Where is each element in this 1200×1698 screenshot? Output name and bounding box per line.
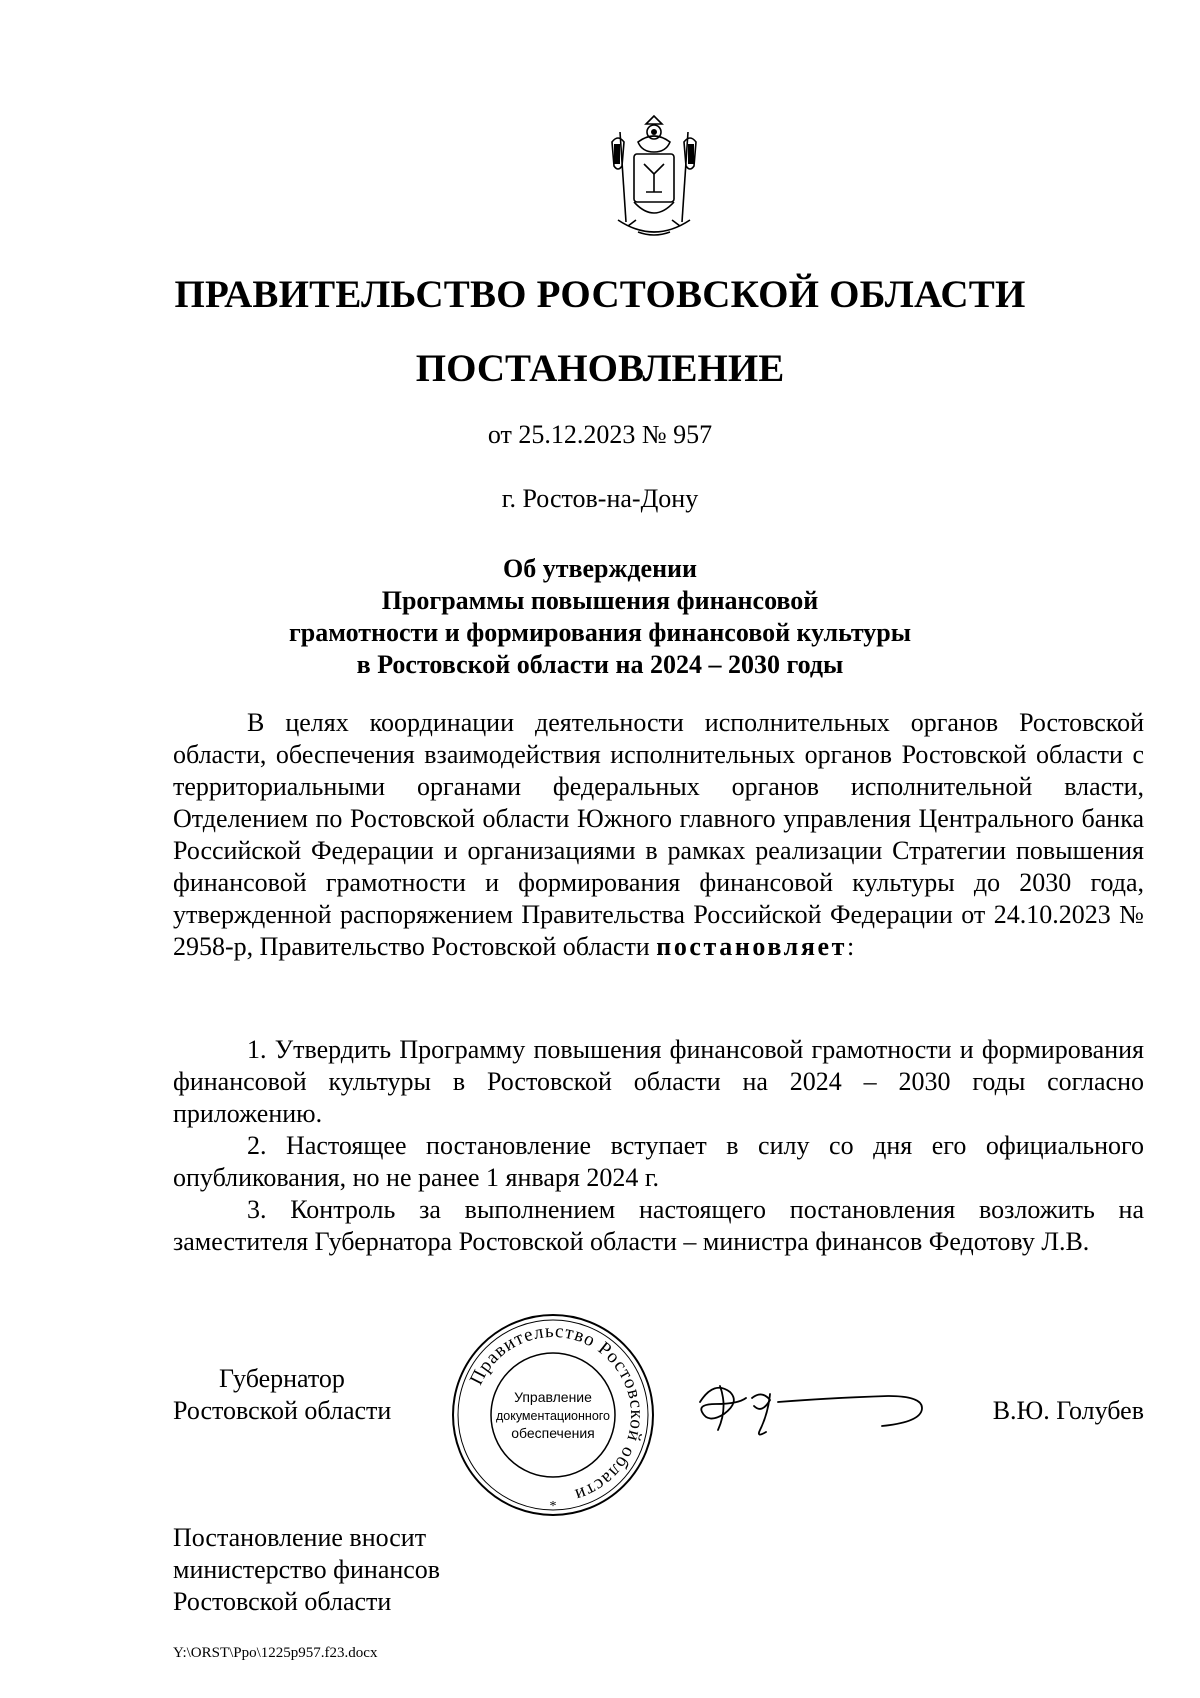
- preamble-end: :: [847, 932, 855, 961]
- signer-position: [173, 1363, 391, 1427]
- document-subject: [0, 553, 1200, 681]
- document-date-number: от 25.12.2023 № 957: [487, 420, 713, 449]
- handwritten-signature: [690, 1372, 930, 1448]
- submitted-by-line: министерство финансов: [173, 1555, 441, 1584]
- decree-word: постановляет: [656, 932, 848, 961]
- subject-line: Об утверждении: [502, 554, 698, 583]
- file-path: Y:\ORST\Ppo\1225p957.f23.docx: [173, 1645, 378, 1661]
- signer-name: В.Ю. Голубев: [992, 1396, 1144, 1425]
- submitted-by-line: Ростовской области: [173, 1587, 392, 1616]
- subject-line: грамотности и формирования финансовой культуры: [288, 618, 912, 647]
- decree-item: 2. Настоящее постановление вступает в силу со дня его официального опубликования, но не ранее 1 января 2024 г.: [173, 1131, 1144, 1192]
- subject-line: в Ростовской области на 2024 – 2030 годы: [356, 650, 844, 679]
- preamble-paragraph: [173, 707, 1144, 963]
- submitted-by-line: Постановление вносит: [173, 1523, 427, 1552]
- submitted-by: [173, 1522, 440, 1618]
- rostov-oblast-coat-of-arms-icon: [598, 112, 710, 240]
- document-city: г. Ростов-на-Дону: [501, 484, 699, 513]
- preamble-text: В целях координации деятельности исполнительных органов Ростовской области, обеспечения взаимодействия исполнительных органов Ростовской области с территориальными органами федеральных органов исполнительной власти, Отделением по Ростовской области Южного главного управления Центрального банка Российской Федерации и организациями в рамках реализации Стратегии повышения финансовой грамотности и формирования финансовой культуры до 2030 года, утвержденной распоряжением Правительства Российской Федерации от 24.10.2023 № 2958-р, Правительство Ростовской области: [173, 708, 1144, 961]
- stamp-inner-line: Управление: [514, 1389, 592, 1405]
- government-title: ПРАВИТЕЛЬСТВО РОСТОВСКОЙ ОБЛАСТИ: [174, 273, 1026, 316]
- decree-items: [173, 1034, 1144, 1258]
- decree-item: 1. Утвердить Программу повышения финансовой грамотности и формирования финансовой культуры в Ростовской области на 2024 – 2030 годы согласно приложению.: [173, 1035, 1144, 1128]
- stamp-ring-text: Правительство Ростовской области: [465, 1320, 648, 1506]
- document-type: ПОСТАНОВЛЕНИЕ: [415, 347, 785, 390]
- svg-text:*: *: [549, 1499, 557, 1514]
- decree-item: 3. Контроль за выполнением настоящего постановления возложить на заместителя Губернатора Ростовской области – министра финансов Федотову Л.В.: [173, 1195, 1144, 1256]
- stamp-inner-line: документационного: [495, 1409, 611, 1423]
- signer-position-line: Ростовской области: [173, 1396, 392, 1425]
- official-stamp: [448, 1310, 658, 1520]
- subject-line: Программы повышения финансовой: [381, 586, 819, 615]
- signer-position-line: Губернатор: [219, 1364, 345, 1393]
- stamp-inner-line: обеспечения: [511, 1425, 595, 1441]
